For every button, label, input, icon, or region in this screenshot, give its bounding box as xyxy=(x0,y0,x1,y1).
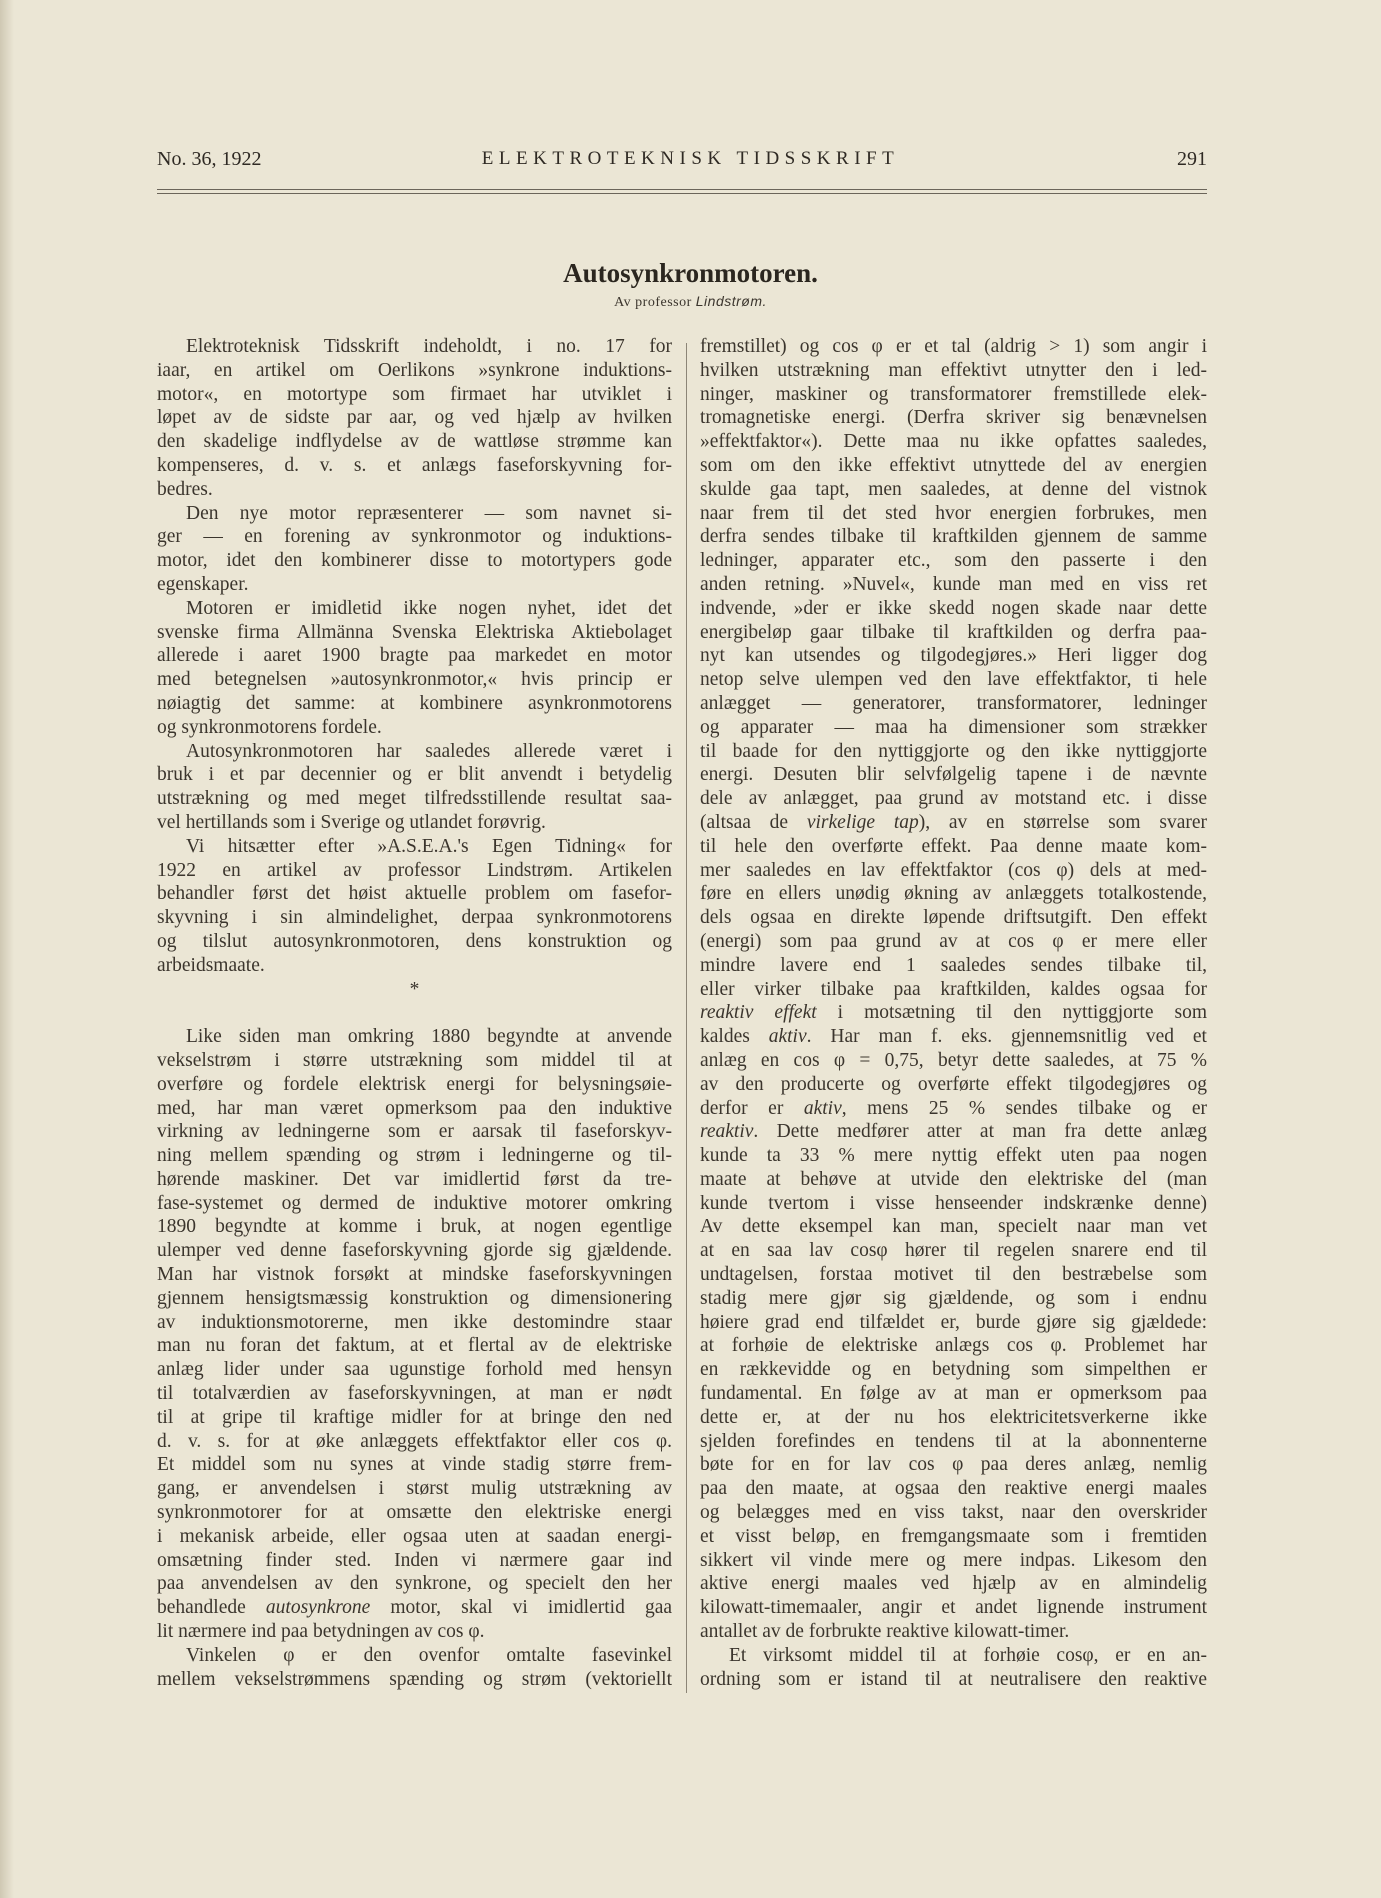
text-line: ninger, maskiner og transformatorer fremstillede elek- xyxy=(700,383,1207,405)
text-line: »effektfaktor«). Dette maa nu ikke opfattes saaledes, xyxy=(700,431,1207,453)
text-line: Elektroteknisk Tidsskrift indeholdt, i no. 17 for xyxy=(186,336,672,357)
text-line: som om den ikke effektivt utnyttede del av energien xyxy=(700,454,1207,476)
text-line: et visst beløp, en fremgangsmaate som i fremtiden xyxy=(700,1525,1207,1547)
paragraph xyxy=(157,835,672,978)
text-line: av induktionsmotorerne, men ikke destomindre staar xyxy=(157,1311,672,1333)
text-line: iaar, en artikel om Oerlikons »synkrone induktions- xyxy=(157,359,672,381)
text-line: en rækkevidde og en betydning som simpelthen er xyxy=(700,1359,1207,1381)
text-line: allerede i aaret 1900 bragte paa markedet en motor xyxy=(157,645,672,667)
text-line: dette er, at der nu hos elektricitetsverkerne ikke xyxy=(700,1406,1207,1428)
text-line: undtagelsen, forstaa motivet til den bestræbelse som xyxy=(700,1264,1207,1286)
italic-text: virkelige tap xyxy=(806,811,919,833)
text-line: Autosynkronmotoren har saaledes allerede været i xyxy=(186,740,672,762)
text-line: aktive energi maales ved hjælp av en almindelig xyxy=(700,1573,1207,1595)
article-title: Autosynkronmotoren. xyxy=(563,258,818,288)
text-line: ulemper ved denne faseforskyvning gjorde sig gjældende. xyxy=(157,1240,672,1262)
text-line: motor, idet den kombinerer disse to motortypers gode xyxy=(157,550,672,572)
blank-line xyxy=(157,1001,672,1025)
text-line: vekselstrøm i større utstrækning som middel til at xyxy=(157,1049,672,1071)
text-line: Den nye motor repræsenterer — som navnet si- xyxy=(186,502,672,524)
text-line: ger — en forening av synkronmotor og induktions- xyxy=(157,526,672,548)
text-line: nyt kan utsendes og tilgodegjøres.» Heri ligger dog xyxy=(700,645,1207,667)
text-segment: , mens 25 % sendes tilbake og er xyxy=(841,1097,1207,1119)
text-line: kunde ta 33 % mere nyttig effekt uten paa nogen xyxy=(700,1145,1207,1167)
text-line: dele av anlægget, paa grund av motstand etc. i disse xyxy=(700,788,1207,810)
text-line: og belægges med en viss takst, naar den overskrider xyxy=(700,1502,1207,1524)
text-line: og synkronmotorens fordele. xyxy=(157,716,382,738)
text-line: energibeløp gaar tilbake til kraftkilden og derfra paa- xyxy=(700,621,1207,643)
italic-text: aktiv xyxy=(768,1026,807,1048)
text-line: Et middel som nu synes at vinde stadig større frem- xyxy=(157,1454,672,1476)
text-line: virkning av ledningerne som er aarsak til faseforskyv- xyxy=(157,1121,672,1143)
text-line: og apparater — maa ha dimensioner som strækker xyxy=(700,716,1207,738)
text-line: netop selve ulempen ved den lave effektfaktor, ti hele xyxy=(700,669,1207,691)
text-line: dels ogsaa en direkte løpende driftsutgift. Den effekt xyxy=(700,907,1207,929)
text-line: omsætning finder sted. Inden vi nærmere gaar ind xyxy=(157,1549,672,1571)
text-line: sikkert vil vinde mere og mere indpas. Likesom den xyxy=(700,1549,1207,1571)
text-line: ning mellem spænding og strøm i ledningerne og til- xyxy=(157,1145,672,1167)
text-line: egenskaper. xyxy=(157,573,249,595)
text-line: derfra sendes tilbake til kraftkilden gjennem de samme xyxy=(700,526,1207,548)
text-line: synkronmotorer for at omsætte den elektriske energi xyxy=(157,1502,672,1524)
paragraph xyxy=(157,1025,672,1644)
text-line: vel hertillands som i Sverige og utlandet forøvrig. xyxy=(157,811,546,833)
text-line: gjennem hensigtsmæssig konstruktion og dimensionering xyxy=(157,1287,672,1309)
text-segment: . Dette medfører atter at man fra dette anlæg xyxy=(753,1121,1207,1143)
text-line: kilowatt-timemaaler, angir et andet lignende instrument xyxy=(700,1597,1207,1619)
header-rule-bottom xyxy=(157,193,1207,194)
text-line: paa anvendelsen av den synkrone, og specielt den her xyxy=(157,1573,672,1595)
text-line: den skadelige indflydelse av de wattløse strømme kan xyxy=(157,431,672,453)
text-line xyxy=(700,1001,1207,1025)
text-line: til hele den overførte effekt. Paa denne maate kom- xyxy=(700,835,1207,857)
text-line: anden retning. »Nuvel«, kunde man med en viss ret xyxy=(700,573,1207,595)
left-column xyxy=(157,335,672,1691)
text-line: antallet av de forbrukte reaktive kilowatt-timer. xyxy=(700,1621,1070,1643)
text-line: kunde tvertom i visse henseender indskrænke denne) xyxy=(700,1192,1207,1214)
text-line: bedres. xyxy=(157,478,213,500)
text-line xyxy=(157,1596,672,1620)
text-line xyxy=(700,1025,1207,1049)
issue-number: No. 36, 1922 xyxy=(157,148,262,170)
text-line: maate at behøve at utvide den elektriske del (man xyxy=(700,1168,1207,1190)
journal-title: ELEKTROTEKNISK TIDSSKRIFT xyxy=(481,148,900,169)
text-line: skulde gaa tapt, men saaledes, at denne del vistnok xyxy=(700,478,1207,500)
text-line: utstrækning og med meget tilfredsstillende resultat saa- xyxy=(157,788,672,810)
text-line: energi. Desuten blir selvfølgelig tapene i de nævnte xyxy=(700,764,1207,786)
text-line: fremstillet) og cos φ er et tal (aldrig > 1) som angir i xyxy=(700,336,1207,357)
text-line: behandler først det høist aktuelle problem om fasefor- xyxy=(157,883,672,905)
text-line: fundamental. En følge av at man er opmerksom paa xyxy=(700,1383,1207,1405)
text-segment: . Har man f. eks. gjennemsnitlig ved et xyxy=(806,1026,1207,1048)
paragraph xyxy=(700,1644,1207,1692)
paragraph xyxy=(157,502,672,597)
paragraph xyxy=(157,740,672,835)
text-line: ordning som er istand til at neutralisere den reaktive xyxy=(700,1668,1207,1690)
text-line: Et virksomt middel til at forhøie cosφ, er en an- xyxy=(729,1644,1207,1666)
text-line: til baade for den nyttiggjorte og den ikke nyttiggjorte xyxy=(700,740,1207,762)
text-line: svenske firma Allmänna Svenska Elektriska Aktiebolaget xyxy=(157,621,672,643)
text-line: kompenseres, d. v. s. et anlægs faseforskyvning for- xyxy=(157,454,672,476)
text-line: Like siden man omkring 1880 begyndte at anvende xyxy=(186,1026,672,1048)
text-line: hørende maskiner. Det var imidlertid først da tre- xyxy=(157,1168,672,1190)
text-line: anlægget — generatorer, transformatorer, ledninger xyxy=(700,692,1207,714)
text-line xyxy=(700,811,1207,835)
text-line: mer saaledes en lav effektfaktor (cos φ) dels at med- xyxy=(700,859,1207,881)
text-line: stadig mere gjør sig gjældende, og som i endnu xyxy=(700,1287,1207,1309)
text-line: ledninger, apparater etc., som den passerte i den xyxy=(700,550,1207,572)
text-line: mindre lavere end 1 saaledes sendes tilbake til, xyxy=(700,954,1207,976)
text-line: med, har man været opmerksom paa den induktive xyxy=(157,1097,672,1119)
text-line: overføre og fordele elektrisk energi for belysningsøie- xyxy=(157,1073,672,1095)
paragraph xyxy=(157,597,672,740)
text-line: sjelden forefindes en tendens til at la abonnenterne xyxy=(700,1430,1207,1452)
text-line: 1890 begyndte at komme i bruk, at nogen egentlige xyxy=(157,1216,672,1238)
text-segment: (altsaa de xyxy=(700,811,807,833)
author-name: Lindstrøm. xyxy=(695,293,767,309)
column-divider xyxy=(686,343,687,1693)
text-line: nøiagtig det samme: at kombinere asynkronmotorens xyxy=(157,692,672,714)
text-segment: behandlede xyxy=(157,1597,266,1619)
paragraph xyxy=(157,1644,672,1692)
text-line: av den producerte og overførte effekt tilgodegjøres og xyxy=(700,1073,1207,1095)
text-line: til totalværdien av faseforskyvningen, at man er nødt xyxy=(157,1383,672,1405)
text-line: Vinkelen φ er den ovenfor omtalte fasevinkel xyxy=(186,1644,672,1666)
text-line: motor«, en motortype som firmaet har utviklet i xyxy=(157,383,672,405)
text-line: paa den maate, at ogsaa den reaktive energi maales xyxy=(700,1478,1207,1500)
text-line: at forhøie de elektriske anlægs cos φ. Problemet har xyxy=(700,1335,1207,1357)
text-line: og tilslut autosynkronmotoren, dens konstruktion og xyxy=(157,930,672,952)
italic-text: reaktiv xyxy=(700,1121,754,1143)
italic-text: autosynkrone xyxy=(265,1597,371,1619)
text-line: løpet av de sidste par aar, og ved hjælp av hvilken xyxy=(157,407,672,429)
text-line: føre en ellers unødig økning av anlæggets totalkostende, xyxy=(700,883,1207,905)
header-rule-top xyxy=(157,189,1207,190)
page-number: 291 xyxy=(1177,148,1207,170)
text-line: høiere grad end tilfældet er, burde gjøre sig gjældede: xyxy=(700,1311,1207,1333)
text-line: med betegnelsen »autosynkronmotor,« hvis princip er xyxy=(157,669,672,691)
text-line: Motoren er imidletid ikke nogen nyhet, idet det xyxy=(186,597,672,619)
text-line: fase-systemet og dermed de induktive motorer omkring xyxy=(157,1192,672,1214)
text-line: eller virker tilbake paa kraftkilden, kaldes ogsaa for xyxy=(700,978,1207,1000)
italic-text: reaktiv effekt xyxy=(700,1002,817,1024)
text-line: Man har vistnok forsøkt at mindske faseforskyvningen xyxy=(157,1264,672,1286)
text-line: bøte for en for lav cos φ paa deres anlæg, nemlig xyxy=(700,1454,1207,1476)
text-line: 1922 en artikel av professor Lindstrøm. Artikelen xyxy=(157,859,672,881)
italic-text: aktiv xyxy=(803,1097,842,1119)
text-segment: derfor er xyxy=(700,1097,804,1119)
text-line: (energi) som paa grund av at cos φ er mere eller xyxy=(700,930,1207,952)
byline-prefix: Av professor xyxy=(614,295,692,310)
text-line: indvende, »der er ikke skedd nogen skade naar dette xyxy=(700,597,1207,619)
text-line: arbeidsmaate. xyxy=(157,954,265,976)
text-line: Av dette eksempel kan man, specielt naar man vet xyxy=(700,1216,1207,1238)
text-line: gang, er anvendelsen i størst mulig utstrækning av xyxy=(157,1478,672,1500)
text-line: i mekanisk arbeide, eller ogsaa uten at saadan energi- xyxy=(157,1525,672,1547)
text-line: anlæg lider under saa ugunstige forhold med hensyn xyxy=(157,1359,672,1381)
text-line: skyvning i sin almindelighet, derpaa synkronmotorens xyxy=(157,907,672,929)
text-line xyxy=(700,1120,1207,1144)
text-line: tromagnetiske energi. (Derfra skriver sig benævnelsen xyxy=(700,407,1207,429)
text-line: til at gripe til kraftige midler for at bringe den ned xyxy=(157,1406,672,1428)
text-line: d. v. s. for at øke anlæggets effektfaktor eller cos φ. xyxy=(157,1430,672,1452)
text-segment: kaldes xyxy=(700,1026,769,1048)
text-line: naar frem til det sted hvor energien forbrukes, men xyxy=(700,502,1207,524)
right-column xyxy=(700,335,1207,1691)
text-line: anlæg en cos φ = 0,75, betyr dette saaledes, at 75 % xyxy=(700,1049,1207,1071)
text-line: mellem vekselstrømmens spænding og strøm (vektoriellt xyxy=(157,1668,672,1690)
text-line: lit nærmere ind paa betydningen av cos φ. xyxy=(157,1621,485,1643)
text-line: bruk i et par decennier og er blit anvendt i betydelig xyxy=(157,764,672,786)
text-segment: ), av en størrelse som svarer xyxy=(918,811,1207,833)
section-separator: * xyxy=(409,978,420,1000)
text-segment: motor, skal vi imidlertid gaa xyxy=(370,1597,673,1619)
text-line xyxy=(700,1097,1207,1121)
text-line: at en saa lav cosφ hører til regelen snarere end til xyxy=(700,1240,1207,1262)
text-line: Vi hitsætter efter »A.S.E.A.'s Egen Tidning« for xyxy=(186,835,672,857)
text-line: hvilken utstrækning man effektivt utnytter den i led- xyxy=(700,359,1207,381)
text-line: man nu foran det faktum, at et flertal av de elektriske xyxy=(157,1335,672,1357)
byline xyxy=(0,293,1381,311)
text-segment: i motsætning til den nyttiggjorte som xyxy=(816,1002,1207,1024)
paragraph xyxy=(157,335,672,502)
paragraph xyxy=(700,335,1207,1644)
